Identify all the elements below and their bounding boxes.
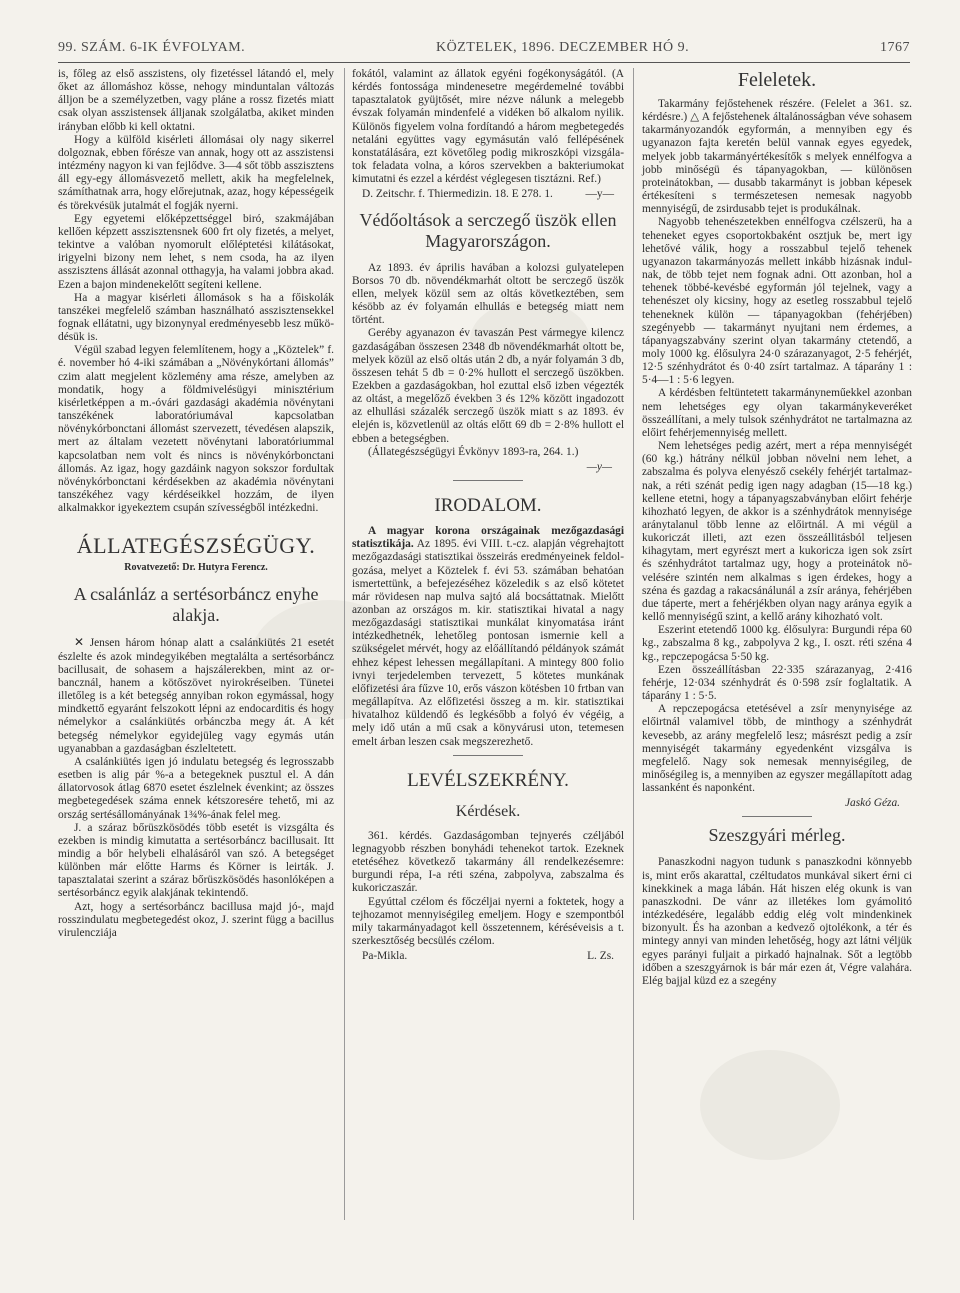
author-signature: —y— — [586, 460, 612, 473]
source-reference: D. Zeitschr. f. Thiermedizin. 18. E 278. 1. —y— — [362, 188, 614, 201]
paragraph: Nem lehetséges pedig azért, mert a répa mennyiségét (60 kg.) hátrány nélkül jobban növelni nem lehet, a zabszalma és polyva elenyésző csekély fehérjét tartalmaznak, a réti szénát pedig igen nagy adagban (15—18 kg.) kellene etetni, hogy a tápanyagszabványban előirt fehérje kihozható legyen, de akkor is a szénhydrátok mennyisége aránytalanul több lenne az előirtnál. A mi végül a kukoriczát illeti, azt ezen összeállitásból teljesen kihagytam, mert egyrészt mert a kukoricza igen sok zsírt és szénhydrátot tartalmaz ugy, hogy a proteinátok növelésére szintén nem alkalmas s igen érdekes, hogy a széna és gazdag a rakacsánálunál a zsír aránya, fehérjében due táperte, mert a fehérjékben olyan nagy aránya egyik a kellő mennyiségű szint, a kellő arány kihozható volt. — [642, 440, 912, 624]
question-signature: Pa-Mikla. L. Zs. — [362, 950, 614, 963]
page-number: 1767 — [879, 40, 910, 55]
column-1 — [58, 68, 334, 940]
paragraph: Az 1893. év április havában a kolozsi gulyatelepen Borsos 70 db. növendékmarhát oltott be serczegő üszök ellen, melyek közül sem az oltás következtében, sem késöbb az év folyamán elhullás e betegség miatt nem történt. — [352, 261, 624, 327]
paragraph: Végül szabad legyen felemlítenem, hogy a „Köztelek” f. é. november hó 4-iki számában a „Növénykórtani állomás” czim alatt megjelent közlemény ama része, amelyben az mondatik, hogy a földmivelésügyi minisztérium kisérletképpen a m.-óvári gazdasági akadémia növénytani tanszékének laboratóriumával kapcsolatban növénykórbonctani állomást szervezett, tévedésen alapszik, mert az általam vezetett növénytani laboratóriummal kapcsolatban nem volt és nincs is növénykórbonctani állomás. Az igaz, hogy gazdáink nagyon sokszor fordultak növénykórbonctani kérdésekben az akadémia növénytani tanszékéhez vagy kérdéseikkel hozzám, de ilyen alkalmakkor igyekeztem csupán szívességből intézkedni. — [58, 344, 334, 515]
paragraph: is, főleg az első asszistens, oly fizetéssel látandó el, mely őket az állomáshoz kösse, nehogy minduntalan változás álljon be a személyzetben, vagy pláne a rossz fizetés miatt csak olyan asszistensek álljanak szolgálatba, akiket minden irányban előbb ki kell oktatni. — [58, 68, 334, 133]
paragraph: (Állategészségügyi Évkönyv 1893-ra, 264. 1.) — [368, 445, 579, 458]
paragraph: Takarmány fejőstehenek részére. (Felelet a 361. sz. kérdésre.) △ A fejőstehenek általánosságban véve sohasem takarmányozandók egyformán, a mennyiben egy és ugyanazon fajta keretén belül vannak egyes egyedek, melyek jobb takarmányértékesítők s melyek ennélfogva a jobb minőségü és tápanyagokban, — különösen proteinátokban, — dusabb takarmányt is jobban képesek értékesíteni s természetesen nemesak nagyobb mennyiségű, de zsirdusabb tejet is produkálnak. — [642, 98, 912, 216]
running-head — [58, 40, 910, 60]
section-heading: LEVÉLSZEKRÉNY. — [407, 769, 569, 791]
paragraph: A kérdésben feltüntetett takarmányneműekkel azonban nem lehetséges egy olyan takarmánykeveréket összeállítani, a mely tulsok szénhydrátot ne tartalmazna az előirt fehérjemennyiség mellett. — [642, 387, 912, 439]
column-divider-1 — [344, 68, 345, 1220]
section-heading: IRODALOM. — [434, 495, 542, 517]
paragraph: Eszerint etetendő 1000 kg. élősulyra: Burgundi répa 60 kg., zabszalma 8 kg., zabpolyva 2 kg., I. oszt. réti széna 4 kg., repczepogácsa 5·50 kg. — [642, 624, 912, 663]
paragraph: Egyúttal czélom és főczéljai nyerni a foktetek, hogy a tejhozamot mennyiségileg emeljem. Hogy e szempontból mily takarmányadagot kell összetennem, kéréséveisis a t. szerkesztőség becsülés czélom. — [352, 895, 624, 947]
section-editor: Rovatvezető: Dr. Hutyra Ferencz. — [124, 562, 268, 574]
cross-mark-icon: ✕ — [74, 635, 85, 650]
article-title: Védőoltások a serczegő üszök ellen Magyarországon. — [359, 209, 617, 251]
paragraph: A magyar korona országainak mezőgazdasági statisztikája. Az 1895. évi VIII. t.-cz. alapján végrehajtott mezőgazdasági statisztikai összeirás eredményeinek feldolgozása, melyet a Köztelek f. évi 53. számában behatóan ismertettünk, a befejezéséhez közeledik s az első kötetet már rövidesen nap mulva sajtó alá bocsáttatnak. Mielőtt azonban az országos m. kir. statisztikai hivatal a nagy mezőgazdasági statisztikai munkálat kinyomatása iránt intézkedhetnék, lehetőleg pontosan ismernie kell a szükségelet mérvét, hogy az előállítandó példányok számát ehhez képest lehessen megállapítani. A mintegy 800 folio ivnyi terjedelemben tervezett, 5 kötetes munkának előfizetési ára fűzve 10, erős vászon kötésben 10 frtban van megállapítva. Az előfizetési összeg a m. kir. statisztikai hivatalhoz küldendő és legkésőbb a folyó év végéig, a mely idő után a mű csak a könyvárusi uton, tetemesen emelt árban leszen csak megszerezhető. — [352, 525, 625, 748]
publication-date: KÖZTELEK, 1896. DECZEMBER HÓ 9. — [436, 40, 690, 55]
header-rule — [58, 62, 910, 63]
paragraph: Panaszkodni nagyon tudunk s panaszkodni könnyebb is, mint erős akarattal, czéltudatos munkával sikert érni ci kinekkinek a maga lábán. Hát hiszen elég okunk is van panaszkodni. De vánr az illetékes lom gyámolitó intézkedésére, legalább eddig elég volt mindenkinek bizonyult. És ha azonban a kedvező ojtolékonk, a tér és mintegy annyi van minden lehetőség, hogy azt látni véljük egyes parányi fuljait a pirkadó hajnalnak. Sőt a legtöbb időben a szeszgyárnok is bár már ezen át, Végre valahára. Elég bajjal küzd ez a szegény — [642, 856, 912, 987]
paragraph: J. a száraz bőrüszkösödés több esetét is vizsgálta és ezekben is mindig kimutatta a sertésorbáncz bacillusait. Itt mindig a bőr helybeli elhalásáról van szó. A betegséget különben már előtte Harms és Körner is leirták. J. tapasztalatai szerint a száraz bőrüszkösödés hasonlóképen a sertésorbáncz egyik alakjának tekintendő. — [58, 821, 334, 900]
paragraph: Azt, hogy a sertésorbáncz bacillusa majd jó-, majd rosszindulatu megbetegedést okoz, J. szerint függ a bacillus virulencziája — [58, 900, 334, 939]
column-2 — [352, 68, 624, 967]
column-3 — [642, 68, 912, 988]
author-signature: Jaskó Géza. — [844, 797, 900, 810]
issue-number: 99. SZÁM. 6-IK ÉVFOLYAM. — [58, 40, 246, 55]
divider — [453, 755, 523, 756]
paragraph: Hogy a külföld kisérleti állomásai oly nagy sikerrel dolgoznak, ebben főrésze van annak, hogy ott az asszistensi intézmény nagyon ki van fejlődve. 3—4 sőt több asszisztens áll egy-egy állomásvezető mellett, akik ha megfelelnek, számíthatnak arra, hogy előrejutnak, azaz, hogy képességeik és törekvésük jutalmát el fogják nyerni. — [58, 133, 334, 212]
paragraph: Ha a magyar kisérleti állomások s ha a főiskolák tanszékei megfelelő számban használható asszisztensekkel fognak ellátatni, ugy bizonynyal eredményesebb lesz működésük is. — [58, 291, 334, 344]
article-title: Szeszgyári mérleg. — [708, 825, 846, 846]
subsection-heading: Kérdések. — [455, 802, 521, 820]
paragraph: Ezen összeállításban 22·335 szárazanyag, 2·416 fehérje, 12·034 szénhydrát és 0·598 zsír foglaltatik. A táparány 1 : 5·5. — [642, 663, 912, 703]
paragraph: A csalánkiütés igen jó indulatu betegség és legrosszabb esetben is alig pár %-a a betegeknek pusztul el. A dán állatorvosok átlag 6870 esetet észlelnek évenkint; az összes megbetegedések száma ennek kétszoresére tehető, mi az ország sertésállományának 1¾%-ának felel meg. — [58, 755, 334, 821]
paragraph: A repczepogácsa etetésével a zsír menynyisége az előirtnál valamivel több, de minthogy a szénhydrát kevesebb, az arány megfelelő lesz; másrészt pedig a zsír mennyiségét takarmány egyedenként vizsgálva is megfelelő. Nagy sok nemesak mennyiségileg, de minőségileg is, a mennyiben az egyszer megállapított adag lassanként és naponként. — [642, 703, 912, 795]
paragraph: Geréby agyanazon év tavaszán Pest vármegye kilencz gazdaságában összesen 2348 db növendékmarhát oltott be, melyek közül az első oltás után 2 db, a nyár folyamán 3 db, összesen tehát 5 db = 0·2% hullott el serczegő üszökben. Ezekben a gazdaságokban, hol ezuttal első izben végezték az oltást, a megelőző években 3 és 12% között ingadozott az elhullási százalék serczegő üszök miatt s az 1893. év elején is, közvetlenül az oltás előtt 69 db = 2·8% hullott el ebben a betegségben. — [352, 327, 624, 445]
paragraph: ✕ Jensen három hónap alatt a csalánkiütés 21 esetét észlelte és azok mindegyikében megtalálta a sertésorbáncz bacillusait, de sohasem a hajszálerekben, mint az orbancznál, hanem a kötőszövet nyirokréseiben. Tünetei illetőleg is a két betegség annyiban rokon egymással, hogy mindkettő egyaránt felszokott lépni az endocarditis és hogy némelykor a csalánkiütés orbánczba megy át. A két betegség némelykor egyidejüleg vagy egymás után ugyanabban a gazdaságban észleltetett. — [58, 635, 334, 755]
section-heading: Feleletek. — [737, 69, 817, 91]
paragraph: fokától, valamint az állatok egyéni fogékonyságától. (A kérdés fontossága mindenesetre megérdemelné további tapasztalatok gyüjtősét, mire nézve nálunk a melegebb évszak folyamán mindenfelé a vidéken bő alkalom nyilik. Különös figyelem volna fordítandó a három megbetegedés netaláni együttes vagy egymásután való fellépésének konstatálására, ezt követőleg podig mikroszkópi vizsgálatok feladata volna, a kóros szervekben a bakteriumokat kimutatni és ezzel a kérdést véglegesen tisztázni. Ref.) — [352, 68, 624, 186]
paragraph: 361. kérdés. Gazdaságomban tejnyerés czéljából legnagyobb részben bonyhádi tehenekot tartok. Ezeknek etetéséhez következő takarmány áll rendelkezésemre: burgundi répa, I-a réti széna, zabpolyva, zabszalma és kukoriczaszár. — [352, 829, 624, 895]
article-title: A csalánláz a sertésorbáncz enyhe alakja. — [73, 584, 319, 626]
paragraph: Nagyobb tehenészetekben ennélfogva czélszerü, ha a teheneket egyes csoportokbaként osztjuk be, mert igy lehetővé válik, hogy a rosszabbul tejelő tehenek ugyanazon takarmányozás mellett inkább hizásnak indulnak, de több tejet nem fognak adni. Ott azonban, hol a tehenek többé-kevésbé egyformán jól tejelnek, vagy a tehenészet oly kicsiny, hogy az esetleg rosszabbul tejelő teheneknek külön — tápanyagokban (fehérjében) szegényebb — takarmányt nyujtani nem érdemes, a tápanyagszabvány szerint olyan takarmány ctetendő, a moly 1000 kg. élősulyra 24·0 szárazanyagot, 2·5 fehérjét, 12·5 szénhydrátot és 0·40 zsírt tartalmaz. A táparány 1 : 5·4—1 : 5·6 legyen. — [642, 216, 912, 387]
paragraph: Egy egyetemi előképzettséggel biró, szakmájában kellően képzett asszisztensnek 600 frt oly fizetés, a melyet, tekintve a valóban nyomorult előléptetési kilátásokat, irigyelni bizony nem lehet, s nem csoda, ha az ilyen asszisztens állását azonnal otthagyja, ha valami jobbra akad. Ezen a bajon mindenekelőtt segíteni kellene. — [58, 212, 334, 291]
divider — [742, 816, 812, 817]
column-divider-2 — [633, 68, 634, 1220]
section-heading: ÁLLATEGÉSZSÉGÜGY. — [76, 533, 316, 559]
divider — [453, 480, 523, 481]
